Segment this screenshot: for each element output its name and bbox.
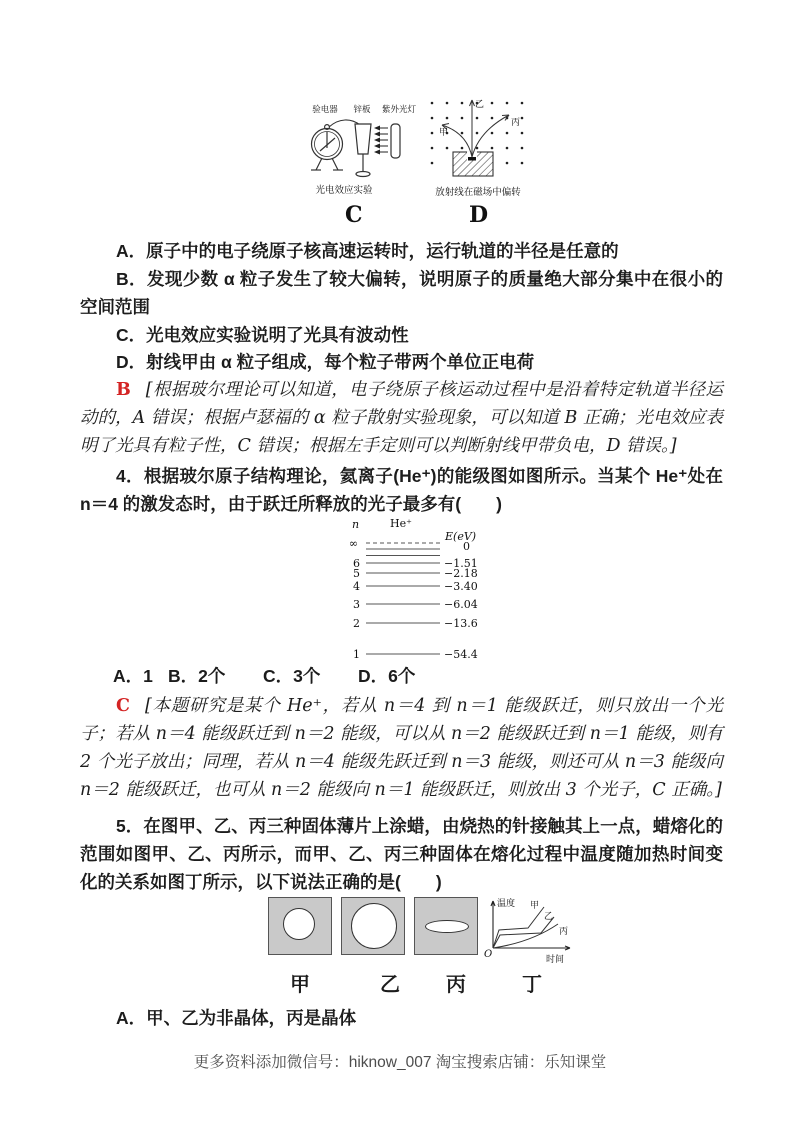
level-e-4: −3.40	[444, 580, 478, 593]
q4-option-b: B．2个	[168, 666, 226, 686]
q4-option-d: D．6个	[358, 666, 416, 686]
ray-up-label: 乙	[475, 100, 485, 110]
footer-promo-text: 更多资料添加微信号：hiknow_007 淘宝搜索店铺：乐知课堂	[193, 1054, 607, 1071]
melt-region-ellipse	[425, 920, 469, 933]
level-n-2: 2	[353, 617, 360, 630]
curve-label-jia: 甲	[530, 901, 540, 911]
q5-option-a: A．甲、乙为非晶体，丙是晶体	[116, 1008, 357, 1028]
curve-jia	[493, 907, 544, 948]
solid-sample-yi	[341, 897, 405, 955]
level-e-5: −2.18	[444, 567, 478, 580]
q3-option-a: A．原子中的电子绕原子核高速运转时，运行轨道的半径是任意的	[116, 241, 619, 261]
q3-option-c: C．光电效应实验说明了光具有波动性	[116, 325, 409, 345]
figure-caption-jia: 甲	[290, 972, 310, 996]
figure-caption-ding: 丁	[522, 972, 542, 996]
solid-sample-jia	[268, 897, 332, 955]
origin-label: O	[484, 949, 493, 960]
figure-caption-bing: 丙	[446, 972, 466, 996]
energy-axis-label: E(eV)	[445, 530, 477, 543]
q3-option-d: D．射线甲由 α 粒子组成，每个粒子带两个单位正电荷	[116, 352, 535, 372]
q3-option-b: B．发现少数 α 粒子发生了较大偏转，说明原子的质量绝大部分集中在很小的空间范围	[80, 269, 723, 317]
zinc-plate-label: 锌板	[353, 105, 371, 115]
q4-answer-text: [本题研究是某个 He⁺，若从 n＝4 到 n＝1 能级跃迁，则只放出一个光子；若从 n＝4 能级跃迁到 n＝2 能级，可以从 n＝2 能级跃迁到 n＝1 能级，则有 2 个光子放出；同理，若从 n＝4 能级先跃迁到 n＝3 能级，则还可从 n＝3 能级向 n＝2 能级跃迁，也可从 n＝2 能级向 n＝1 能级跃迁，则放出 3 个光子，C 正确。]	[80, 696, 723, 800]
photoelectric-caption: 光电效应实验	[315, 185, 373, 196]
uv-lamp-label: 紫外光灯	[381, 105, 417, 115]
zero-level-value: 0	[463, 540, 470, 553]
curve-bing	[493, 924, 558, 948]
level-n-1: 1	[353, 648, 360, 661]
figure-caption-yi: 乙	[380, 972, 400, 996]
solid-sample-bing	[414, 897, 478, 955]
q4-option-a: A．1	[113, 666, 153, 686]
electroscope-label: 验电器	[312, 105, 338, 115]
ion-label: He⁺	[390, 517, 412, 530]
light-arrows	[374, 126, 388, 155]
q5-stem: 5．在图甲、乙、丙三种固体薄片上涂蜡，由烧热的针接触其上一点，蜡熔化的范围如图甲、乙、丙所示，而甲、乙、丙三种固体在熔化过程中温度随加热时间变化的关系如图丁所示，以下说法正确的是( )	[80, 816, 723, 892]
magnetic-caption: 放射线在磁场中偏转	[435, 187, 521, 198]
zinc-plate-drawing	[355, 124, 371, 177]
level-n-3: 3	[353, 598, 360, 611]
q4-answer-letter: C	[116, 696, 130, 716]
q3-answer-letter: B	[116, 380, 131, 400]
x-axis-label: 时间	[546, 955, 565, 965]
ray-right-label: 丙	[511, 118, 521, 128]
q4-stem: 4．根据玻尔原子结构理论，氦离子(He⁺)的能级图如图所示。当某个 He⁺处在 n＝4 的激发态时，由于跃迁所释放的光子最多有( )	[80, 466, 723, 514]
figure-label-d: D	[469, 202, 489, 228]
q4-option-c: C．3个	[263, 666, 321, 686]
temperature-time-graph	[478, 895, 583, 970]
y-axis-label: 温度	[497, 899, 516, 909]
n-axis-label: n	[352, 518, 360, 531]
melt-region-circle-small	[283, 908, 315, 940]
level-n-5: 5	[353, 567, 360, 580]
electroscope-drawing	[311, 125, 343, 170]
infinity-level-label: ∞	[348, 537, 358, 550]
level-e-2: −13.6	[444, 617, 478, 630]
level-e-6: −1.51	[444, 557, 478, 570]
level-n-6: 6	[353, 557, 360, 570]
curve-label-yi: 乙	[544, 912, 554, 922]
photoelectric-experiment-figure	[295, 100, 420, 200]
ray-left-label: 甲	[439, 128, 449, 138]
level-e-3: −6.04	[444, 598, 478, 611]
level-n-4: 4	[353, 580, 360, 593]
q3-answer-text: [根据玻尔理论可以知道，电子绕原子核运动过程中是沿着特定轨道半径运动的，A 错误；根据卢瑟福的 α 粒子散射实验现象，可以知道 B 正确；光电效应表明了光具有粒子性，C 错误；根据左手定则可以判断射线甲带负电，D 错误。]	[80, 380, 723, 456]
curve-label-bing: 丙	[559, 927, 569, 937]
figure-label-c: C	[345, 202, 363, 228]
q3-answer	[80, 376, 723, 460]
energy-level-diagram	[330, 516, 485, 666]
level-e-1: −54.4	[444, 648, 478, 661]
melt-region-circle-large	[351, 903, 397, 949]
radiation-magnetic-field-figure	[425, 95, 530, 200]
uv-lamp-drawing	[391, 124, 400, 158]
q4-answer	[80, 692, 723, 804]
